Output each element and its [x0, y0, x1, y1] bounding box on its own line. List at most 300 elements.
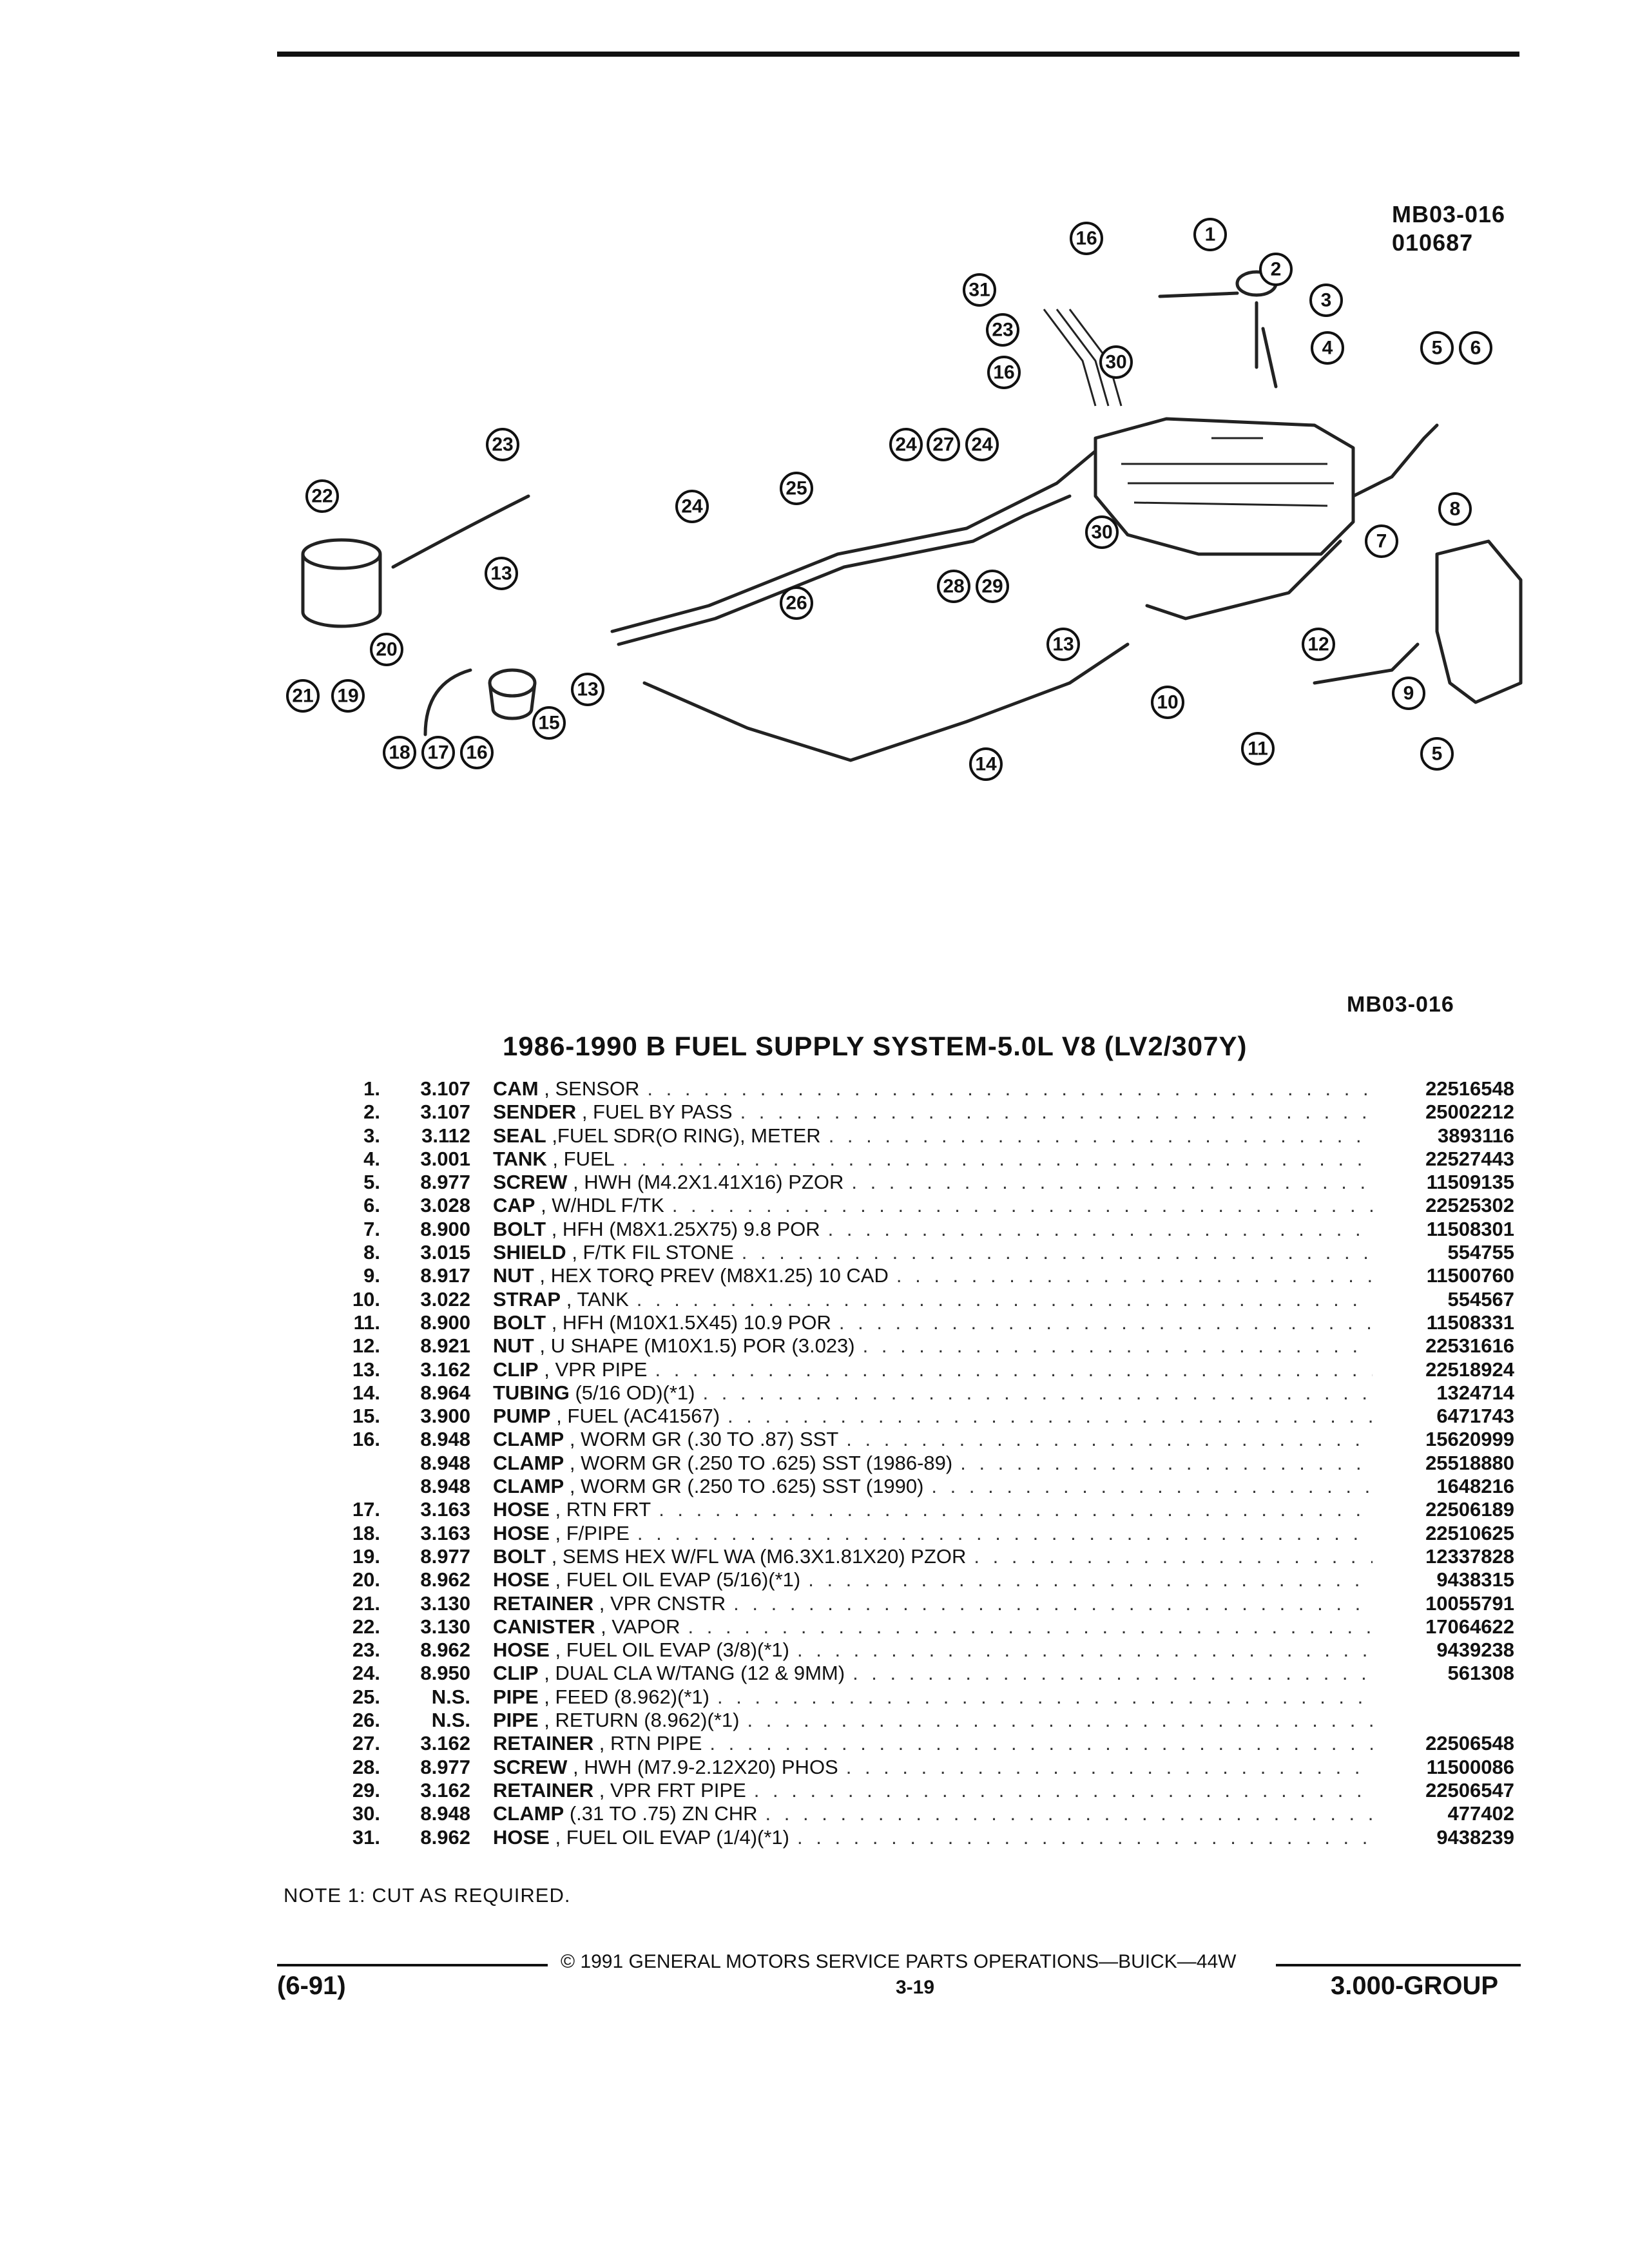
part-name: HOSE	[493, 1639, 550, 1662]
parts-row	[335, 1662, 1514, 1685]
callout-28	[938, 571, 969, 602]
group-number: 8.921	[420, 1334, 470, 1358]
group-number: 8.900	[420, 1217, 470, 1240]
diagram-date: 010687	[1392, 229, 1474, 256]
callout-label: 12	[1307, 633, 1329, 655]
group-number: 8.948	[420, 1428, 470, 1451]
parts-row	[335, 1358, 1514, 1381]
part-description	[493, 1662, 1373, 1685]
dot-leader	[853, 1662, 1373, 1685]
parts-row	[335, 1194, 1514, 1217]
part-description	[493, 1381, 1373, 1405]
part-number: 561308	[1447, 1662, 1514, 1685]
part-detail: , SENSOR	[544, 1077, 640, 1100]
callout-label: 5	[1431, 337, 1443, 359]
part-detail: , VPR PIPE	[544, 1358, 648, 1381]
vapor-canister	[303, 540, 380, 626]
item-number: 5.	[363, 1171, 380, 1194]
dot-leader	[797, 1826, 1373, 1849]
part-number: 10055791	[1425, 1591, 1514, 1615]
callout-label: 13	[1052, 633, 1074, 655]
part-name: BOLT	[493, 1311, 546, 1334]
group-number: 8.977	[420, 1544, 470, 1568]
callout-5	[1422, 738, 1452, 769]
part-detail: ,FUEL SDR(O RING), METER	[552, 1124, 821, 1147]
callout-label: 21	[292, 685, 314, 707]
part-description	[493, 1452, 1373, 1475]
callout-label: 19	[337, 685, 359, 707]
fuel-tank-ridges	[1121, 438, 1334, 506]
part-name: RETAINER	[493, 1591, 594, 1615]
part-detail: , RETURN (8.962)(*1)	[544, 1709, 740, 1732]
item-number: 22.	[352, 1615, 380, 1638]
table-code: MB03-016	[1347, 992, 1454, 1017]
part-detail: , TANK	[566, 1287, 629, 1311]
callout-label: 23	[492, 434, 514, 456]
callout-13	[1048, 629, 1079, 660]
part-name: SHIELD	[493, 1241, 566, 1264]
group-number: 3.130	[420, 1615, 470, 1638]
group-number: 8.962	[420, 1825, 470, 1849]
part-name: STRAP	[493, 1287, 561, 1311]
parts-row	[335, 1334, 1514, 1358]
part-number: 22510625	[1425, 1521, 1514, 1544]
part-number: 11508301	[1426, 1217, 1514, 1240]
item-number: 12.	[352, 1334, 380, 1358]
callout-25	[781, 473, 812, 504]
part-description	[493, 1498, 1373, 1521]
part-number: 12337828	[1425, 1544, 1514, 1568]
item-number: 14.	[352, 1381, 380, 1404]
part-description	[493, 1358, 1373, 1381]
item-number: 8.	[363, 1241, 380, 1264]
callout-4	[1312, 332, 1343, 363]
part-number: 22506548	[1425, 1732, 1514, 1755]
item-number: 23.	[352, 1639, 380, 1662]
dot-leader	[637, 1522, 1373, 1545]
parts-row	[335, 1100, 1514, 1124]
part-name: CLIP	[493, 1358, 539, 1381]
dot-leader	[896, 1264, 1373, 1287]
group-number: 8.962	[420, 1568, 470, 1591]
item-number: 20.	[352, 1568, 380, 1591]
item-number: 15.	[352, 1405, 380, 1428]
part-number: 6471743	[1436, 1405, 1514, 1428]
callout-label: 27	[932, 434, 954, 456]
part-number: 554567	[1447, 1287, 1514, 1311]
part-detail: , F/TK FIL STONE	[572, 1241, 734, 1264]
parts-row	[335, 1779, 1514, 1802]
parts-row	[335, 1077, 1514, 1100]
callout-6	[1460, 332, 1491, 363]
group-number: 3.015	[420, 1241, 470, 1264]
part-number: 22525302	[1425, 1194, 1514, 1217]
callout-3	[1311, 285, 1342, 316]
callout-label: 30	[1091, 521, 1113, 543]
dot-leader	[839, 1311, 1373, 1334]
callout-19	[333, 680, 363, 711]
footer-rule-left	[277, 1964, 548, 1966]
part-detail: , U SHAPE (M10X1.5) POR (3.023)	[539, 1334, 855, 1358]
group-number: 3.162	[420, 1732, 470, 1755]
callout-label: 4	[1322, 337, 1333, 359]
part-description	[493, 1241, 1373, 1264]
callout-24	[891, 429, 921, 460]
dot-leader	[717, 1686, 1373, 1709]
part-name: CAM	[493, 1077, 539, 1100]
parts-row	[335, 1288, 1514, 1311]
part-number: 11509135	[1426, 1171, 1514, 1194]
part-name: CAP	[493, 1194, 535, 1217]
callout-30	[1101, 347, 1132, 378]
part-description	[493, 1171, 1373, 1194]
dot-leader	[846, 1428, 1373, 1451]
parts-row	[335, 1381, 1514, 1405]
part-number: 11508331	[1426, 1311, 1514, 1334]
callout-29	[977, 571, 1008, 602]
callout-label: 1	[1204, 224, 1216, 245]
part-description	[493, 1779, 1373, 1802]
part-name: RETAINER	[493, 1732, 594, 1755]
part-description	[493, 1311, 1373, 1334]
group-number: 3.107	[420, 1100, 470, 1124]
callout-label: 8	[1449, 498, 1461, 520]
callout-label: 17	[427, 742, 449, 764]
group-number: 3.001	[420, 1147, 470, 1170]
group-number: 8.948	[420, 1475, 470, 1498]
dot-leader	[960, 1452, 1373, 1475]
part-detail: , FUEL BY PASS	[581, 1100, 733, 1124]
fuel-system-diagram	[258, 193, 1566, 838]
callout-1	[1195, 219, 1226, 250]
parts-row	[335, 1452, 1514, 1475]
dot-leader	[688, 1615, 1373, 1639]
part-name: CLIP	[493, 1662, 539, 1685]
part-name: HOSE	[493, 1568, 550, 1591]
part-detail: , SEMS HEX W/FL WA (M6.3X1.81X20) PZOR	[551, 1544, 967, 1568]
item-number: 7.	[363, 1217, 380, 1240]
group-number: 3.163	[420, 1498, 470, 1521]
callout-15	[534, 707, 564, 738]
part-description	[493, 1194, 1373, 1217]
item-number: 11.	[353, 1311, 380, 1334]
callout-31	[964, 274, 995, 305]
part-number: 9438315	[1436, 1568, 1514, 1591]
footer-date: (6-91)	[277, 1972, 346, 2000]
part-detail: , FUEL OIL EVAP (3/8)(*1)	[555, 1639, 789, 1662]
part-detail: , HWH (M4.2X1.41X16) PZOR	[573, 1171, 844, 1194]
callout-label: 2	[1270, 258, 1282, 280]
parts-row	[335, 1826, 1514, 1849]
part-number: 1324714	[1436, 1381, 1514, 1404]
part-description	[493, 1405, 1373, 1428]
dot-leader	[974, 1545, 1373, 1568]
part-description	[493, 1264, 1373, 1287]
part-detail: , VPR CNSTR	[599, 1591, 726, 1615]
dot-leader	[622, 1148, 1373, 1171]
part-number: 1648216	[1436, 1475, 1514, 1498]
part-number: 22518924	[1425, 1358, 1514, 1381]
part-number: 11500760	[1426, 1264, 1514, 1287]
group-number: 8.917	[420, 1264, 470, 1287]
callout-label: 6	[1470, 337, 1481, 359]
part-description	[493, 1218, 1373, 1241]
callout-13	[486, 558, 517, 589]
callout-label: 5	[1431, 743, 1443, 765]
part-name: HOSE	[493, 1498, 550, 1521]
dot-leader	[797, 1639, 1373, 1662]
callout-label: 24	[971, 434, 993, 456]
part-description	[493, 1568, 1373, 1591]
part-name: NUT	[493, 1334, 534, 1358]
group-number: 3.028	[420, 1194, 470, 1217]
top-rule	[277, 52, 1519, 57]
footer-group: 3.000-GROUP	[1331, 1972, 1499, 2000]
group-number: 3.163	[420, 1521, 470, 1544]
footer-rule-right	[1276, 1964, 1521, 1966]
part-description	[493, 1077, 1373, 1100]
parts-row	[335, 1311, 1514, 1334]
callout-26	[781, 588, 812, 619]
callout-16	[1071, 223, 1102, 254]
item-number: 1.	[363, 1077, 380, 1100]
callout-label: 13	[490, 562, 512, 584]
part-description	[493, 1709, 1373, 1732]
parts-row	[335, 1218, 1514, 1241]
group-number: 3.162	[420, 1778, 470, 1802]
item-number: 17.	[352, 1498, 380, 1521]
dot-leader	[728, 1405, 1373, 1428]
part-detail: , HEX TORQ PREV (M8X1.25) 10 CAD	[539, 1264, 889, 1287]
diagram-svg	[258, 193, 1566, 838]
item-number: 2.	[363, 1100, 380, 1124]
callout-24	[677, 491, 708, 522]
callout-7	[1366, 526, 1397, 557]
callout-22	[307, 481, 338, 512]
item-number: 24.	[352, 1662, 380, 1685]
parts-row	[335, 1498, 1514, 1521]
callout-label: 16	[466, 742, 488, 764]
item-number: 29.	[352, 1778, 380, 1802]
part-name: HOSE	[493, 1521, 550, 1544]
group-number: 8.977	[420, 1755, 470, 1778]
part-description	[493, 1124, 1373, 1148]
part-detail: , WORM GR (.250 TO .625) SST (1990)	[569, 1475, 924, 1498]
dot-leader	[659, 1498, 1373, 1521]
hose-23	[393, 496, 528, 567]
callout-5	[1422, 332, 1452, 363]
part-description	[493, 1545, 1373, 1568]
callout-30	[1086, 517, 1117, 548]
part-description	[493, 1428, 1373, 1451]
part-number: 9439238	[1436, 1639, 1514, 1662]
part-name: SENDER	[493, 1100, 577, 1124]
callout-11	[1242, 733, 1273, 764]
part-number: 11500086	[1426, 1755, 1514, 1778]
item-number: 9.	[363, 1264, 380, 1287]
group-number: N.S.	[431, 1685, 470, 1708]
part-detail: , RTN PIPE	[599, 1732, 702, 1755]
note-text: NOTE 1: CUT AS REQUIRED.	[284, 1884, 571, 1907]
part-number: 22506547	[1425, 1778, 1514, 1802]
part-number: 22527443	[1425, 1147, 1514, 1170]
part-name: CLAMP	[493, 1802, 564, 1825]
callout-label: 14	[975, 753, 997, 775]
part-name: SCREW	[493, 1755, 568, 1778]
item-number: 18.	[352, 1521, 380, 1544]
item-number: 13.	[352, 1358, 380, 1381]
parts-row	[335, 1124, 1514, 1148]
fil-shield	[1437, 541, 1521, 702]
part-name: NUT	[493, 1264, 534, 1287]
group-number: 8.948	[420, 1802, 470, 1825]
part-description	[493, 1100, 1373, 1124]
callout-14	[970, 749, 1001, 780]
part-number: 17064622	[1425, 1615, 1514, 1638]
part-detail: , VPR FRT PIPE	[599, 1778, 746, 1802]
dot-leader	[733, 1592, 1373, 1615]
parts-row	[335, 1732, 1514, 1755]
part-name: CLAMP	[493, 1475, 564, 1498]
item-number: 28.	[352, 1755, 380, 1778]
callout-label: 16	[993, 361, 1015, 383]
parts-row	[335, 1171, 1514, 1194]
parts-row	[335, 1241, 1514, 1264]
callout-17	[423, 737, 454, 768]
part-detail: , HFH (M8X1.25X75) 9.8 POR	[551, 1217, 820, 1240]
fuel-pump	[490, 670, 535, 718]
callout-label: 10	[1157, 691, 1179, 713]
filler-neck	[1353, 425, 1437, 496]
dot-leader	[863, 1334, 1373, 1358]
dot-leader	[655, 1358, 1373, 1381]
dot-leader	[829, 1124, 1373, 1148]
part-detail: , HFH (M10X1.5X45) 10.9 POR	[551, 1311, 831, 1334]
parts-row	[335, 1475, 1514, 1498]
part-name: CLAMP	[493, 1451, 564, 1474]
footer-page: 3-19	[896, 1977, 935, 1998]
callout-label: 16	[1075, 227, 1097, 249]
dot-leader	[846, 1756, 1373, 1779]
part-description	[493, 1615, 1373, 1639]
part-number: 9438239	[1436, 1825, 1514, 1849]
part-name: PUMP	[493, 1405, 551, 1428]
diagram-code: MB03-016	[1392, 201, 1506, 227]
part-description	[493, 1334, 1373, 1358]
part-detail: , WORM GR (.250 TO .625) SST (1986-89)	[569, 1451, 953, 1474]
callout-label: 30	[1105, 351, 1127, 373]
callout-label: 15	[538, 712, 560, 734]
part-number: 25002212	[1425, 1100, 1514, 1124]
part-number: 22531616	[1425, 1334, 1514, 1358]
item-number: 31.	[352, 1825, 380, 1849]
hose-17-18	[425, 670, 470, 735]
callout-label: 26	[786, 592, 807, 614]
part-name: TUBING	[493, 1381, 570, 1404]
parts-row	[335, 1709, 1514, 1732]
part-description	[493, 1592, 1373, 1615]
group-number: 8.948	[420, 1451, 470, 1474]
parts-row	[335, 1756, 1514, 1779]
dot-leader	[740, 1100, 1373, 1124]
part-description	[493, 1639, 1373, 1662]
part-detail: (.31 TO .75) ZN CHR	[569, 1802, 758, 1825]
dot-leader	[672, 1194, 1373, 1217]
group-number: 8.977	[420, 1171, 470, 1194]
part-name: CANISTER	[493, 1615, 595, 1638]
callout-23	[487, 429, 518, 460]
parts-row	[335, 1568, 1514, 1591]
item-number: 19.	[352, 1544, 380, 1568]
parts-row	[335, 1522, 1514, 1545]
dot-leader	[747, 1709, 1373, 1732]
part-detail: , VAPOR	[601, 1615, 680, 1638]
callout-16	[988, 357, 1019, 388]
dot-leader	[647, 1077, 1373, 1100]
part-detail: , HWH (M7.9-2.12X20) PHOS	[573, 1755, 838, 1778]
group-number: 8.964	[420, 1381, 470, 1404]
part-detail: , WORM GR (.30 TO .87) SST	[569, 1428, 839, 1451]
callout-label: 3	[1320, 289, 1332, 311]
part-detail: , FUEL OIL EVAP (1/4)(*1)	[555, 1825, 789, 1849]
group-number: 3.900	[420, 1405, 470, 1428]
item-number: 25.	[352, 1685, 380, 1708]
part-name: TANK	[493, 1147, 547, 1170]
dot-leader	[703, 1381, 1373, 1405]
callout-8	[1440, 494, 1470, 524]
part-detail: (5/16 OD)(*1)	[575, 1381, 695, 1404]
dot-leader	[851, 1171, 1373, 1194]
item-number: 4.	[363, 1147, 380, 1170]
dot-leader	[828, 1218, 1373, 1241]
part-number: 22506189	[1425, 1498, 1514, 1521]
part-name: BOLT	[493, 1544, 546, 1568]
part-number: 477402	[1447, 1802, 1514, 1825]
part-number: 15620999	[1425, 1428, 1514, 1451]
callout-16	[461, 737, 492, 768]
item-number: 21.	[352, 1591, 380, 1615]
part-detail: , FUEL (AC41567)	[556, 1405, 720, 1428]
callout-27	[928, 429, 959, 460]
parts-row	[335, 1686, 1514, 1709]
part-number: 554755	[1447, 1241, 1514, 1264]
part-name: RETAINER	[493, 1778, 594, 1802]
part-detail: , RTN FRT	[555, 1498, 651, 1521]
part-detail: , FUEL	[552, 1147, 615, 1170]
group-number: 3.022	[420, 1287, 470, 1311]
parts-row	[335, 1405, 1514, 1428]
callout-label: 9	[1403, 682, 1414, 704]
parts-list	[335, 1077, 1514, 1849]
dot-leader	[931, 1475, 1373, 1498]
dot-leader	[637, 1288, 1373, 1311]
part-name: PIPE	[493, 1709, 539, 1732]
parts-row	[335, 1545, 1514, 1568]
group-number: 8.900	[420, 1311, 470, 1334]
part-name: BOLT	[493, 1217, 546, 1240]
fuel-sender	[1160, 272, 1276, 387]
callout-label: 28	[943, 575, 965, 597]
callout-label: 24	[681, 495, 703, 517]
group-number: 3.112	[421, 1124, 470, 1147]
part-detail: , F/PIPE	[555, 1521, 630, 1544]
part-detail: , DUAL CLA W/TANG (12 & 9MM)	[544, 1662, 845, 1685]
callout-24	[967, 429, 998, 460]
part-name: CLAMP	[493, 1428, 564, 1451]
callout-label: 22	[311, 485, 333, 507]
group-number: 3.162	[420, 1358, 470, 1381]
parts-row	[335, 1802, 1514, 1825]
